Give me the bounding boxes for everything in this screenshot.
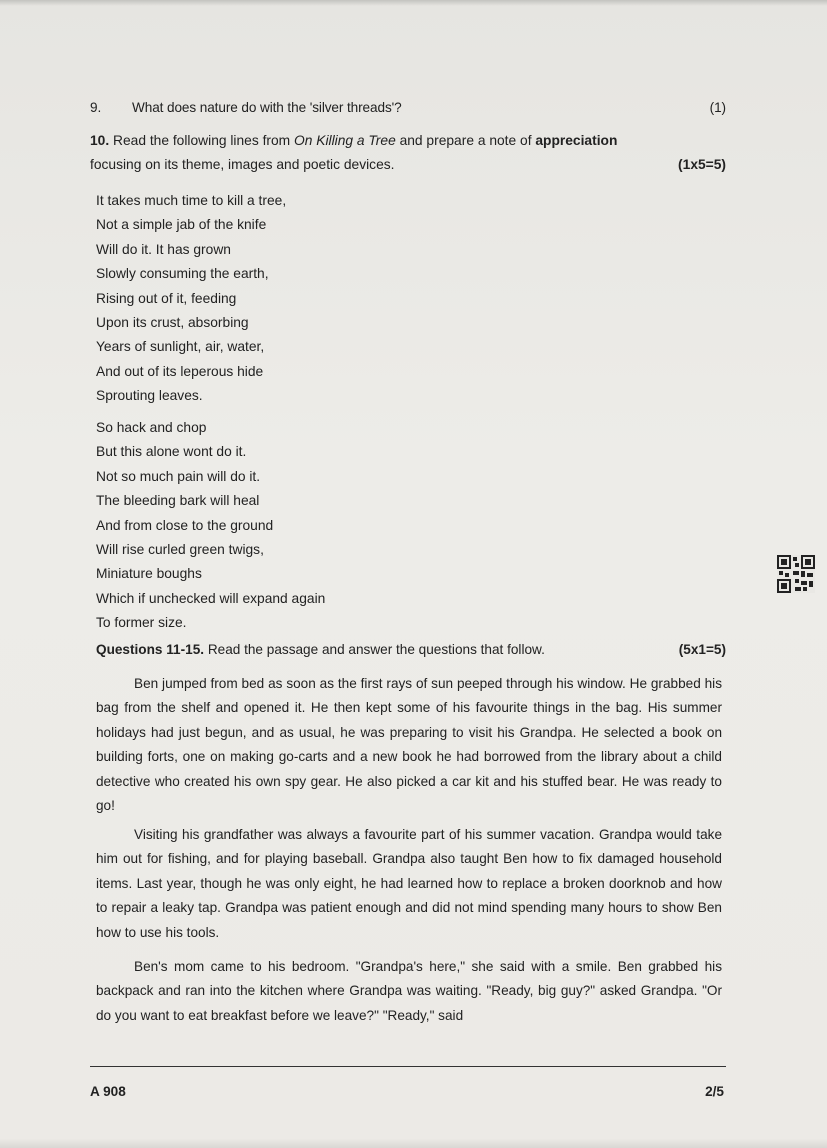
question-10-text-b: and prepare a note of xyxy=(395,133,536,148)
poem-line: And out of its leperous hide xyxy=(96,363,264,379)
poem-line: Not so much pain will do it. xyxy=(96,468,261,484)
poem-line: Sprouting leaves. xyxy=(96,388,203,404)
paragraph-text: Ben's mom came to his bedroom. "Grandpa's here," she said with a smile. Ben grabbed his backpack and ran into the kitchen where Grandpa was waiting. "Ready, big guy?" asked Grandpa. "Or do you want to eat breakfast before we leave?" "Ready," said xyxy=(96,959,722,1023)
question-9 xyxy=(90,100,726,115)
question-10-marks: (1x5=5) xyxy=(678,157,726,172)
question-10 xyxy=(90,129,726,177)
page-number: 2/5 xyxy=(705,1084,724,1099)
questions-11-15-marks: (5x1=5) xyxy=(678,642,726,657)
question-9-text: What does nature do with the 'silver threads'? xyxy=(132,100,402,115)
poem-line: Slowly consuming the earth, xyxy=(96,266,269,282)
footer-divider xyxy=(90,1066,726,1067)
questions-11-15-instruction: Read the passage and answer the questions that follow. xyxy=(204,642,545,657)
question-10-text-c: focusing on its theme, images and poetic devices. xyxy=(90,157,395,172)
poem-line: Years of sunlight, air, water, xyxy=(96,339,265,355)
poem-title: On Killing a Tree xyxy=(294,133,396,148)
questions-11-15-label: Questions 11-15. xyxy=(96,642,205,657)
poem-line: Will do it. It has grown xyxy=(96,241,231,257)
qr-code-icon xyxy=(777,555,815,593)
poem-line: It takes much time to kill a tree, xyxy=(96,193,287,208)
passage-paragraph-3 xyxy=(96,955,722,1028)
poem-line: To former size. xyxy=(96,615,187,631)
poem-line: So hack and chop xyxy=(96,420,207,435)
passage-paragraph-1 xyxy=(96,672,722,818)
question-10-keyword: appreciation xyxy=(535,133,618,148)
poem-line: Miniature boughs xyxy=(96,566,202,582)
poem-line: Will rise curled green twigs, xyxy=(96,542,264,558)
poem-line: Rising out of it, feeding xyxy=(96,290,237,306)
question-9-number: 9. xyxy=(90,100,102,115)
paragraph-text: Visiting his grandfather was always a favourite part of his summer vacation. Grandpa would take him out for fishing, and for playing baseball. Grandpa also taught Ben how to fix damaged household items. Last year, though he was only eight, he had learned how to replace a broken doorknob and how to repair a leaky tap. Grandpa was patient enough and did not mind spending many hours to show Ben how to use his tools. xyxy=(96,827,722,940)
paragraph-text: Ben jumped from bed as soon as the first rays of sun peeped through his window. He grabbed his bag from the shelf and opened it. He then kept some of his favourite things in the bag. His summer holidays had just begun, and as usual, he was preparing to visit his Grandpa. He selected a book on building forts, one on making go-carts and a new book he had borrowed from the library about a child detective who created his own spy gear. He also picked a car kit and his stuffed bear. He was ready to go! xyxy=(96,676,722,814)
question-10-text-a: Read the following lines from xyxy=(109,133,295,148)
poem-line: The bleeding bark will heal xyxy=(96,493,260,509)
poem-line: And from close to the ground xyxy=(96,517,274,533)
poem-line: But this alone wont do it. xyxy=(96,444,247,460)
passage-paragraph-2 xyxy=(96,823,722,945)
poem-line: Not a simple jab of the knife xyxy=(96,217,267,233)
paper-code: A 908 xyxy=(90,1084,126,1099)
question-9-marks: (1) xyxy=(709,100,726,115)
question-10-number: 10. xyxy=(90,133,110,148)
poem-stanza-2 xyxy=(96,416,325,636)
scan-edge-shadow xyxy=(0,0,827,6)
questions-11-15-heading xyxy=(96,642,726,657)
poem-line: Which if unchecked will expand again xyxy=(96,590,326,606)
poem-stanza-1 xyxy=(96,189,286,409)
poem-line: Upon its crust, absorbing xyxy=(96,315,249,331)
